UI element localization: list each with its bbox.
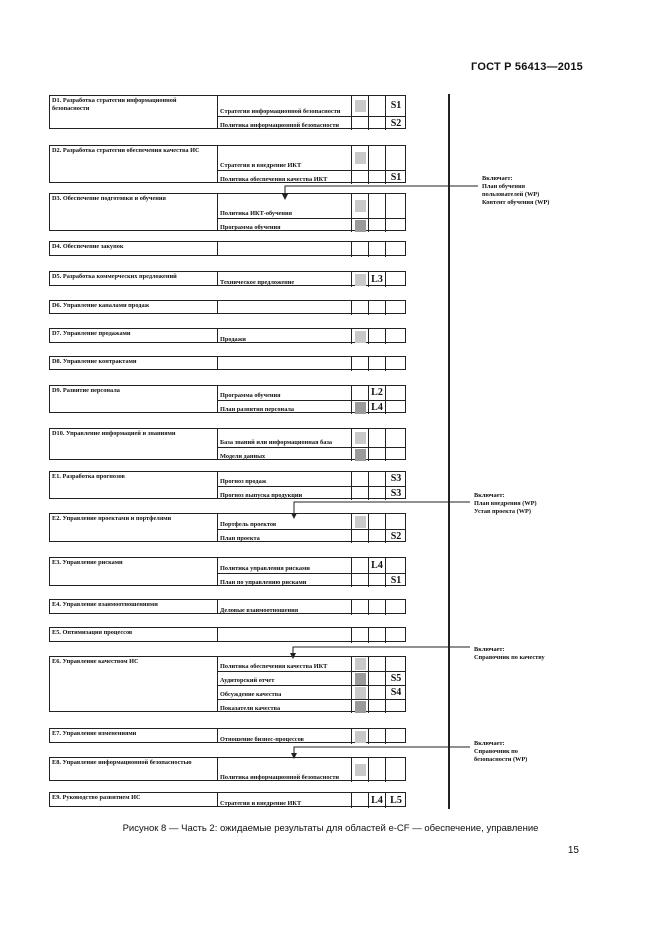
code-cell (385, 514, 406, 529)
annotation-line: План внедрения (WP) (474, 500, 537, 507)
area-group (49, 792, 406, 807)
level-cell (368, 574, 385, 587)
annotation-note (474, 646, 545, 662)
area-group (49, 241, 406, 256)
code-cell (385, 301, 406, 315)
result-label: Отношение бизнес-процессов (220, 736, 304, 743)
icon-cell (351, 171, 368, 184)
result-label: Политика ИКТ-обучения (220, 210, 293, 217)
result-row (218, 429, 405, 447)
icon-cell (351, 357, 368, 371)
annotation-note (482, 175, 549, 207)
level-code: L3 (371, 273, 383, 285)
code-cell (385, 758, 406, 782)
area-title: E3. Управление рисками (50, 558, 218, 585)
icon-cell (351, 600, 368, 615)
result-label: Стратегия и внедрение ИКТ (220, 162, 302, 169)
area-title: E1. Разработка прогнозов (50, 472, 218, 498)
icon-cell (351, 386, 368, 400)
level-code: S5 (390, 672, 402, 684)
level-code: L4 (371, 559, 383, 571)
area-title: D1. Разработка стратегии информационной безопасности (50, 96, 218, 128)
icon-cell (351, 628, 368, 643)
level-cell (368, 472, 385, 486)
annotation-line: Включает: (482, 175, 513, 182)
area-title: D5. Разработка коммерческих предложений (50, 272, 218, 285)
code-cell (385, 194, 406, 218)
icon-cell (351, 448, 368, 461)
level-cell (368, 448, 385, 461)
result-row (218, 793, 405, 808)
level-cell (368, 700, 385, 713)
document-icon (355, 658, 366, 670)
level-code: L2 (371, 387, 383, 398)
area-title: E2. Управление проектами и портфелями (50, 514, 218, 541)
result-row (218, 400, 405, 414)
area-group (49, 728, 406, 743)
result-label: Портфель проектов (220, 521, 277, 528)
code-cell (385, 272, 406, 287)
result-label: Модели данных (220, 453, 266, 460)
area-group (49, 328, 406, 343)
result-row (218, 573, 405, 587)
code-cell (385, 96, 406, 116)
area-group (49, 656, 406, 712)
level-code: S4 (390, 686, 402, 698)
code-cell (385, 386, 406, 400)
result-row (218, 242, 405, 257)
icon-cell (351, 219, 368, 232)
icon-cell (351, 242, 368, 257)
icon-cell (351, 194, 368, 218)
icon-cell (351, 514, 368, 529)
area-title: D4. Обеспечение закупок (50, 242, 218, 255)
annotation-line: Включает: (474, 646, 505, 653)
area-title: D9. Развитие персонала (50, 386, 218, 412)
level-cell (368, 194, 385, 218)
level-cell (368, 558, 385, 573)
result-row (218, 529, 405, 543)
area-title: D10. Управление информацией и знаниями (50, 429, 218, 459)
area-group (49, 599, 406, 614)
document-icon (355, 764, 366, 776)
document-icon (355, 402, 366, 414)
result-row (218, 486, 405, 500)
area-title: E4. Управление взаимоотношениями (50, 600, 218, 613)
code-cell (385, 329, 406, 344)
result-row (218, 357, 405, 371)
area-group (49, 300, 406, 314)
result-label: База знаний или информационная база (220, 439, 333, 446)
area-title: E9. Руководство развитием ИС (50, 793, 218, 806)
icon-cell (351, 793, 368, 808)
result-label: Стратегия и внедрение ИКТ (220, 800, 302, 807)
area-group (49, 356, 406, 370)
right-border-line (448, 94, 450, 809)
icon-cell (351, 301, 368, 315)
code-cell (385, 146, 406, 170)
code-cell (385, 574, 406, 587)
document-icon (355, 731, 366, 743)
annotation-line: Справочник по (474, 748, 518, 755)
annotation-note (474, 492, 537, 516)
level-cell (368, 657, 385, 671)
code-cell (385, 117, 406, 130)
code-cell (385, 600, 406, 615)
annotation-line: пользователей (WP) (482, 191, 540, 198)
result-label: Программа обучения (220, 392, 281, 399)
level-cell (368, 146, 385, 170)
annotation-line: Справочник по качеству (474, 654, 545, 661)
result-row (218, 194, 405, 218)
area-group (49, 757, 406, 781)
result-label: Прогноз продаж (220, 478, 267, 485)
annotation-line: Включает: (474, 492, 505, 499)
code-cell (385, 793, 406, 808)
level-code: S3 (390, 473, 402, 484)
document-icon (355, 516, 366, 528)
result-row (218, 218, 405, 232)
icon-cell (351, 700, 368, 713)
area-title: E6. Управление качеством ИС (50, 657, 218, 711)
area-group (49, 428, 406, 460)
result-label: Продажи (220, 336, 246, 343)
code-cell (385, 242, 406, 257)
annotation-line: Устав проекта (WP) (474, 508, 531, 515)
page-number: 15 (567, 845, 579, 856)
code-cell (385, 700, 406, 713)
document-icon (355, 687, 366, 699)
result-label: Техническое предложение (220, 279, 295, 286)
result-label: Программа обучения (220, 224, 281, 231)
icon-cell (351, 329, 368, 344)
code-cell (385, 628, 406, 643)
level-cell (368, 301, 385, 315)
area-group (49, 193, 406, 231)
result-row (218, 758, 405, 782)
result-row (218, 170, 405, 184)
document-icon (355, 673, 366, 685)
annotation-note (474, 740, 527, 764)
code-cell (385, 672, 406, 685)
result-label: Обсуждение качества (220, 691, 282, 698)
level-code: L4 (371, 401, 383, 413)
result-row (218, 699, 405, 713)
code-cell (385, 472, 406, 486)
icon-cell (351, 729, 368, 744)
icon-cell (351, 530, 368, 543)
level-code: S2 (390, 117, 402, 129)
level-cell (368, 117, 385, 130)
result-label: Политика управления рисками (220, 565, 310, 572)
document-icon (355, 220, 366, 232)
level-cell (368, 487, 385, 500)
code-cell (385, 487, 406, 500)
document-icon (355, 331, 366, 343)
level-cell (368, 758, 385, 782)
level-cell (368, 600, 385, 615)
level-cell (368, 219, 385, 232)
document-icon (355, 449, 366, 461)
icon-cell (351, 429, 368, 447)
code-cell (385, 530, 406, 543)
document-icon (355, 701, 366, 713)
result-label: Деловые взаимоотношения (220, 607, 299, 614)
result-row (218, 558, 405, 573)
document-icon (355, 100, 366, 112)
standard-number: ГОСТ Р 56413—2015 (471, 61, 583, 73)
icon-cell (351, 272, 368, 287)
code-cell (385, 657, 406, 671)
level-cell (368, 272, 385, 287)
result-label: Политика обеспечения качества ИКТ (220, 663, 328, 670)
area-title: E7. Управление изменениями (50, 729, 218, 742)
icon-cell (351, 472, 368, 486)
code-cell (385, 686, 406, 699)
level-cell (368, 329, 385, 344)
level-cell (368, 514, 385, 529)
icon-cell (351, 146, 368, 170)
icon-cell (351, 657, 368, 671)
annotation-line: Включает: (474, 740, 505, 747)
result-row (218, 729, 405, 744)
result-label: План проекта (220, 535, 260, 542)
result-row (218, 657, 405, 671)
icon-cell (351, 96, 368, 116)
document-icon (355, 274, 366, 286)
result-row (218, 96, 405, 116)
result-row (218, 447, 405, 461)
code-cell (385, 429, 406, 447)
level-cell (368, 96, 385, 116)
level-cell (368, 793, 385, 808)
icon-cell (351, 758, 368, 782)
icon-cell (351, 117, 368, 130)
figure-caption: Рисунок 8 — Часть 2: ожидаемые результаты для областей e-CF — обеспечение, управление (122, 823, 539, 834)
code-cell (385, 357, 406, 371)
code-cell (385, 448, 406, 461)
level-cell (368, 386, 385, 400)
code-cell (385, 729, 406, 744)
area-group (49, 471, 406, 499)
annotation-line: безопасности (WP) (474, 756, 528, 763)
level-cell (368, 729, 385, 744)
area-group (49, 513, 406, 542)
area-title: D6. Управление каналами продаж (50, 301, 218, 313)
result-row (218, 628, 405, 643)
icon-cell (351, 401, 368, 414)
document-icon (355, 432, 366, 444)
icon-cell (351, 558, 368, 573)
level-cell (368, 357, 385, 371)
result-row (218, 671, 405, 685)
level-code: S1 (390, 100, 402, 111)
level-cell (368, 686, 385, 699)
annotation-line: План обучения (482, 183, 525, 190)
result-label: Политика обеспечения качества ИКТ (220, 176, 328, 183)
area-group (49, 95, 406, 129)
area-title: D7. Управление продажами (50, 329, 218, 342)
result-row (218, 514, 405, 529)
result-label: Аудиторский отчет (220, 677, 275, 684)
level-code: S2 (390, 530, 402, 542)
icon-cell (351, 686, 368, 699)
result-row (218, 272, 405, 287)
result-label: Показатели качества (220, 705, 281, 712)
level-code: S1 (390, 574, 402, 586)
result-label: Политика информационной безопасности (220, 122, 340, 129)
level-cell (368, 429, 385, 447)
result-label: Прогноз выпуска продукции (220, 492, 303, 499)
area-title: E8. Управление информационной безопасностью (50, 758, 218, 780)
result-row (218, 116, 405, 130)
level-code: L5 (390, 794, 402, 806)
code-cell (385, 401, 406, 414)
level-cell (368, 530, 385, 543)
level-cell (368, 171, 385, 184)
result-row (218, 472, 405, 486)
area-group (49, 385, 406, 413)
annotation-line: Контент обучения (WP) (482, 199, 550, 206)
level-cell (368, 242, 385, 257)
level-cell (368, 401, 385, 414)
code-cell (385, 558, 406, 573)
document-icon (355, 152, 366, 164)
result-row (218, 685, 405, 699)
document-icon (355, 200, 366, 212)
result-label: Стратегия информационной безопасности (220, 108, 341, 115)
area-group (49, 271, 406, 286)
result-row (218, 301, 405, 315)
code-cell (385, 171, 406, 184)
area-title: D3. Обеспечение подготовки и обучения (50, 194, 218, 230)
result-row (218, 386, 405, 400)
area-group (49, 627, 406, 642)
code-cell (385, 219, 406, 232)
area-group (49, 557, 406, 586)
area-title: D2. Разработка стратегии обеспечения качества ИС (50, 146, 218, 182)
icon-cell (351, 574, 368, 587)
result-row (218, 329, 405, 344)
level-cell (368, 672, 385, 685)
level-code: S3 (390, 487, 402, 499)
result-row (218, 600, 405, 615)
level-code: L4 (371, 794, 383, 806)
result-label: Политика информационной безопасности (220, 774, 340, 781)
area-title: D8. Управление контрактами (50, 357, 218, 369)
level-cell (368, 628, 385, 643)
icon-cell (351, 672, 368, 685)
area-group (49, 145, 406, 183)
level-code: S1 (390, 171, 402, 183)
area-title: E5. Оптимизация процессов (50, 628, 218, 641)
result-label: План по управлению рисками (220, 579, 307, 586)
result-label: План развития персонала (220, 406, 295, 413)
result-row (218, 146, 405, 170)
icon-cell (351, 487, 368, 500)
